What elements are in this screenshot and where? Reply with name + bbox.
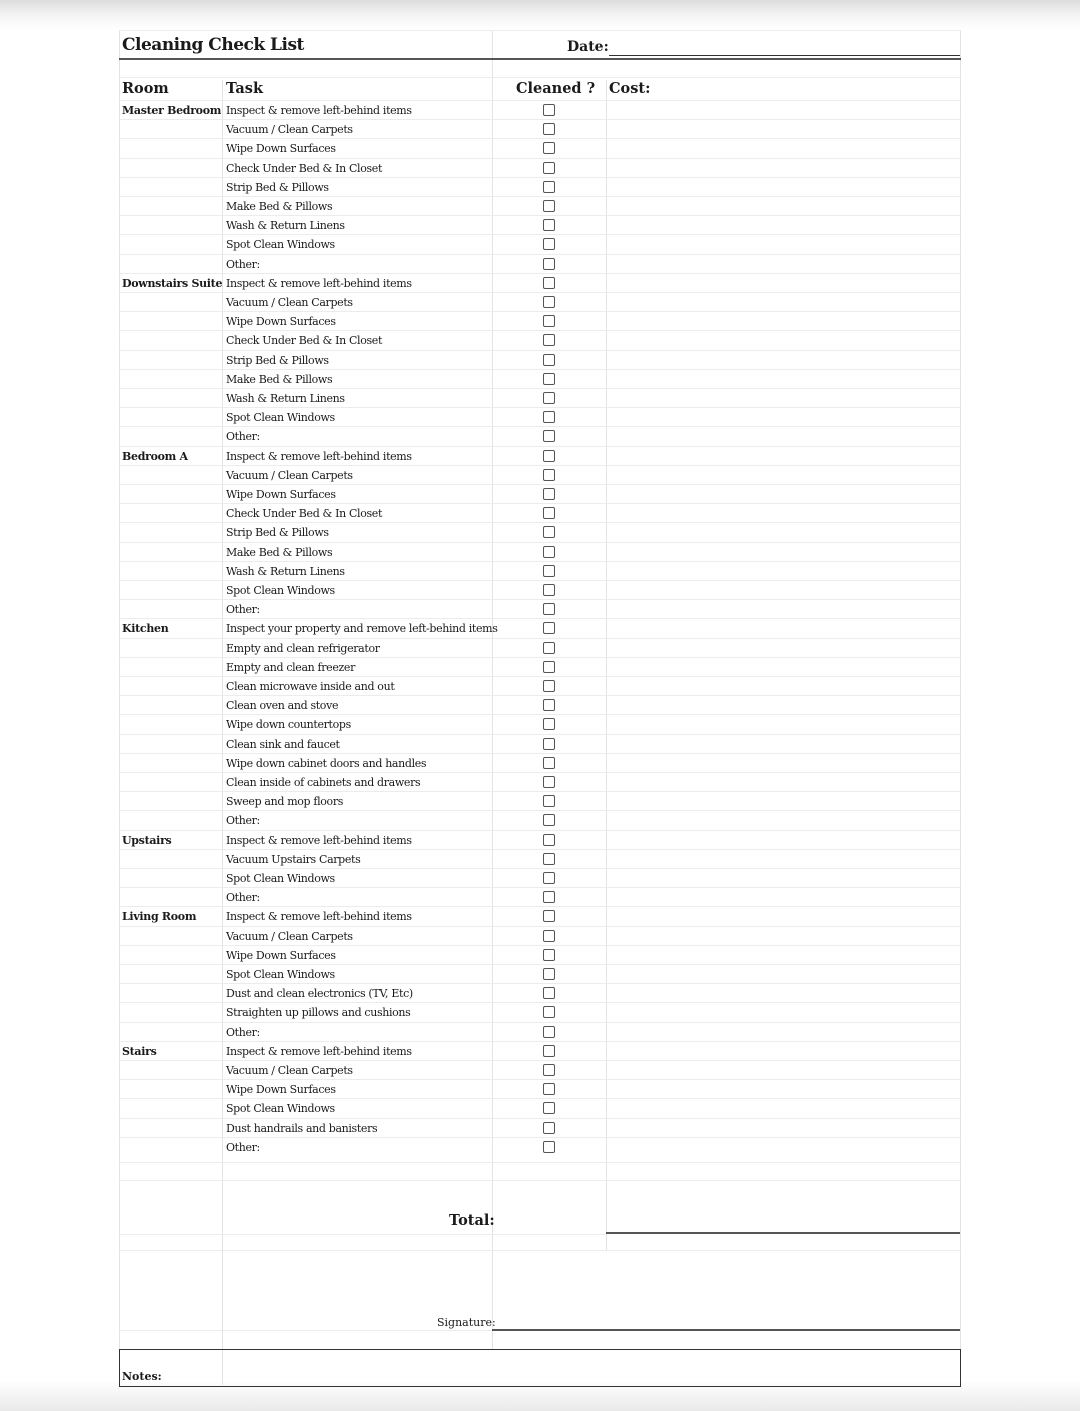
table-row [119,504,961,523]
table-row [119,965,961,984]
table-row [119,255,961,274]
room-label: Stairs [122,1044,157,1058]
cleaned-checkbox[interactable] [543,853,555,865]
table-row [119,811,961,830]
table-row [119,370,961,389]
cleaned-checkbox[interactable] [543,814,555,826]
grid-line [119,503,961,504]
cleaned-checkbox[interactable] [543,104,555,116]
column-header-task: Task [226,80,264,97]
cleaned-checkbox[interactable] [543,469,555,481]
cleaned-checkbox[interactable] [543,526,555,538]
cleaned-checkbox[interactable] [543,450,555,462]
task-label: Clean microwave inside and out [226,680,395,693]
grid-line [119,369,961,370]
grid-line [119,676,961,677]
task-label: Vacuum Upstairs Carpets [226,852,361,866]
grid-line [119,77,961,78]
cleaned-checkbox[interactable] [543,546,555,558]
cleaned-checkbox[interactable] [543,315,555,327]
signature-label: Signature: [437,1316,496,1329]
task-label: Strip Bed & Pillows [226,180,329,194]
cleaned-checkbox[interactable] [543,776,555,788]
cleaned-checkbox[interactable] [543,968,555,980]
grid-line [119,158,961,159]
table-row [119,735,961,754]
grid-line [119,100,961,101]
cleaned-checkbox[interactable] [543,507,555,519]
grid-line [119,30,961,31]
grid-line [119,657,961,658]
cleaned-checkbox[interactable] [543,718,555,730]
table-row [119,408,961,427]
task-label: Vacuum / Clean Carpets [226,1064,353,1077]
grid-line [119,753,961,754]
grid-line [119,1250,961,1251]
grid-line [119,580,961,581]
grid-line [119,868,961,869]
cleaned-checkbox[interactable] [543,488,555,500]
grid-line [119,695,961,696]
table-row [119,869,961,888]
grid-line [119,484,961,485]
task-label: Spot Clean Windows [226,968,335,981]
title-rule [119,58,961,60]
room-label: Bedroom A [122,449,188,463]
task-label: Check Under Bed & In Closet [226,507,383,521]
grid-line [119,177,961,178]
table-row [119,178,961,197]
grid-line [119,196,961,197]
grid-line [119,388,961,389]
grid-line [119,234,961,235]
table-row [119,1138,961,1157]
cleaned-checkbox[interactable] [543,258,555,270]
table-row [119,312,961,331]
cleaned-checkbox[interactable] [543,411,555,423]
table-row [119,619,961,638]
task-label: Inspect & remove left-behind items [226,104,412,117]
grid-line [119,426,961,427]
task-label: Wash & Return Linens [226,392,345,405]
cleaned-checkbox[interactable] [543,642,555,654]
task-label: Other: [226,1140,260,1154]
table-row [119,197,961,216]
cleaned-checkbox[interactable] [543,987,555,999]
task-label: Wipe Down Surfaces [226,488,336,501]
grid-line [119,849,961,850]
table-row [119,715,961,734]
table-row [119,485,961,504]
task-label: Strip Bed & Pillows [226,353,329,367]
table-row [119,888,961,907]
grid-line [119,215,961,216]
table-row [119,658,961,677]
table-row [119,581,961,600]
table-row [119,274,961,293]
table-row [119,389,961,408]
cleaned-checkbox[interactable] [543,238,555,250]
task-label: Other: [226,814,260,828]
task-label: Other: [226,1025,260,1039]
task-label: Make Bed & Pillows [226,200,333,213]
notes-label: Notes: [122,1370,162,1383]
task-label: Dust handrails and banisters [226,1121,378,1135]
grid-line [119,1098,961,1099]
grid-line [119,1041,961,1042]
grid-line [119,1118,961,1119]
grid-line [119,772,961,773]
table-row [119,427,961,446]
table-row [119,831,961,850]
cleaned-checkbox[interactable] [543,622,555,634]
date-field[interactable] [609,55,960,56]
table-row [119,543,961,562]
task-label: Spot Clean Windows [226,411,335,425]
table-row [119,639,961,658]
table-row [119,293,961,312]
task-label: Strip Bed & Pillows [226,526,329,540]
grid-line [119,522,961,523]
table-row [119,331,961,350]
table-row [119,907,961,926]
table-row [119,850,961,869]
grid-line [119,791,961,792]
room-label: Living Room [122,910,197,924]
table-row [119,792,961,811]
task-label: Dust and clean electronics (TV, Etc) [226,987,413,1001]
grid-line [119,887,961,888]
grid-line [119,1234,606,1235]
task-label: Check Under Bed & In Closet [226,334,383,348]
grid-line [119,119,961,120]
cleaned-checkbox[interactable] [543,334,555,346]
task-label: Spot Clean Windows [226,584,335,597]
cleaned-checkbox[interactable] [543,1122,555,1134]
cleaned-checkbox[interactable] [543,872,555,884]
table-row [119,351,961,370]
table-row [119,1023,961,1042]
grid-line [119,618,961,619]
grid-line [119,350,961,351]
cleaned-checkbox[interactable] [543,200,555,212]
task-label: Sweep and mop floors [226,795,344,809]
cleaned-checkbox[interactable] [543,277,555,289]
cleaned-checkbox[interactable] [543,738,555,750]
cleaned-checkbox[interactable] [543,603,555,615]
grid-line [119,407,961,408]
column-header-cleaned: Cleaned ? [516,80,596,97]
task-label: Check Under Bed & In Closet [226,161,383,175]
table-row [119,120,961,139]
grid-line [119,906,961,907]
total-field[interactable] [606,1232,960,1234]
room-label: Kitchen [122,622,169,636]
grid-line [119,1002,961,1003]
task-label: Wash & Return Linens [226,219,345,233]
grid-line [119,561,961,562]
task-label: Clean inside of cabinets and drawers [226,776,421,789]
grid-line [119,1060,961,1061]
grid-line [119,945,961,946]
room-label: Downstairs Suite [122,276,223,290]
task-label: Straighten up pillows and cushions [226,1006,411,1020]
grid-line [119,1022,961,1023]
page-title: Cleaning Check List [122,35,304,55]
checklist-sheet [119,30,961,1387]
table-row [119,773,961,792]
cleaned-checkbox[interactable] [543,910,555,922]
grid-line [119,1180,961,1181]
table-row [119,696,961,715]
task-label: Clean sink and faucet [226,737,340,751]
task-label: Spot Clean Windows [226,872,335,885]
task-label: Inspect & remove left-behind items [226,910,412,924]
task-label: Wipe down cabinet doors and handles [226,756,427,770]
cleaned-checkbox[interactable] [543,795,555,807]
task-label: Spot Clean Windows [226,238,335,252]
task-label: Wipe Down Surfaces [226,948,336,962]
task-label: Make Bed & Pillows [226,545,333,559]
table-row [119,523,961,542]
grid-line [119,330,961,331]
room-label: Upstairs [122,833,172,847]
task-label: Inspect & remove left-behind items [226,1044,412,1058]
cleaned-checkbox[interactable] [543,930,555,942]
total-label: Total: [449,1212,495,1229]
grid-line [119,1162,961,1163]
grid-line [119,446,961,447]
task-label: Vacuum / Clean Carpets [226,296,353,309]
cleaned-checkbox[interactable] [543,661,555,673]
task-label: Other: [226,603,260,617]
table-row [119,1080,961,1099]
grid-line [119,542,961,543]
table-row [119,216,961,235]
table-row [119,1003,961,1022]
table-row [119,927,961,946]
task-label: Inspect & remove left-behind items [226,449,412,463]
task-label: Wipe down countertops [226,718,351,732]
grid-line [119,311,961,312]
cleaned-checkbox[interactable] [543,949,555,961]
task-label: Wipe Down Surfaces [226,142,336,156]
grid-line [119,1079,961,1080]
table-row [119,1099,961,1118]
table-row [119,754,961,773]
room-label: Master Bedroom [122,104,222,117]
grid-line [119,964,961,965]
cleaned-checkbox[interactable] [543,181,555,193]
grid-line [119,254,961,255]
task-label: Inspect your property and remove left-behind items [226,622,498,636]
table-row [119,562,961,581]
column-header-cost: Cost: [609,80,651,97]
cleaned-checkbox[interactable] [543,373,555,385]
cleaned-checkbox[interactable] [543,1026,555,1038]
task-label: Wipe Down Surfaces [226,1083,336,1097]
task-label: Clean oven and stove [226,699,339,713]
table-row [119,1061,961,1080]
cleaned-checkbox[interactable] [543,219,555,231]
table-row [119,1042,961,1061]
cleaned-checkbox[interactable] [543,1141,555,1153]
task-label: Vacuum / Clean Carpets [226,929,353,943]
table-row [119,466,961,485]
table-row [119,235,961,254]
task-label: Wash & Return Linens [226,564,345,578]
cleaned-checkbox[interactable] [543,1045,555,1057]
cleaned-checkbox[interactable] [543,699,555,711]
cleaned-checkbox[interactable] [543,430,555,442]
task-label: Make Bed & Pillows [226,372,333,386]
cleaned-checkbox[interactable] [543,354,555,366]
cleaned-checkbox[interactable] [543,392,555,404]
grid-line [119,1137,961,1138]
grid-line [119,1330,492,1331]
task-label: Spot Clean Windows [226,1102,335,1116]
task-label: Empty and clean refrigerator [226,641,380,655]
grid-line [119,465,961,466]
grid-line [119,810,961,811]
cleaned-checkbox[interactable] [543,834,555,846]
cleaned-checkbox[interactable] [543,1006,555,1018]
notes-field[interactable] [119,1349,961,1387]
cleaned-checkbox[interactable] [543,757,555,769]
grid-line [119,926,961,927]
date-label: Date: [567,39,609,55]
grid-line [119,138,961,139]
cleaned-checkbox[interactable] [543,142,555,154]
task-label: Other: [226,257,260,271]
grid-line [119,292,961,293]
task-label: Wipe Down Surfaces [226,315,336,329]
signature-field[interactable] [492,1329,960,1331]
grid-line [119,273,961,274]
task-label: Empty and clean freezer [226,660,356,674]
cleaned-checkbox[interactable] [543,584,555,596]
table-row [119,1119,961,1138]
task-label: Other: [226,891,260,905]
grid-line [119,638,961,639]
cleaned-checkbox[interactable] [543,891,555,903]
cleaned-checkbox[interactable] [543,1083,555,1095]
table-row [119,139,961,158]
cleaned-checkbox[interactable] [543,162,555,174]
cleaned-checkbox[interactable] [543,296,555,308]
task-label: Inspect & remove left-behind items [226,276,412,290]
table-row [119,600,961,619]
grid-line [119,714,961,715]
table-row [119,677,961,696]
task-label: Other: [226,430,260,444]
grid-line [119,830,961,831]
table-row [119,159,961,178]
grid-line [119,599,961,600]
cleaned-checkbox[interactable] [543,1102,555,1114]
cleaned-checkbox[interactable] [543,123,555,135]
grid-line [119,734,961,735]
table-row [119,447,961,466]
cleaned-checkbox[interactable] [543,1064,555,1076]
grid-line [119,983,961,984]
table-row [119,946,961,965]
table-row [119,101,961,120]
task-label: Vacuum / Clean Carpets [226,468,353,482]
task-label: Vacuum / Clean Carpets [226,123,353,137]
cleaned-checkbox[interactable] [543,680,555,692]
task-label: Inspect & remove left-behind items [226,833,412,847]
cleaned-checkbox[interactable] [543,565,555,577]
column-header-room: Room [122,80,169,97]
table-row [119,984,961,1003]
